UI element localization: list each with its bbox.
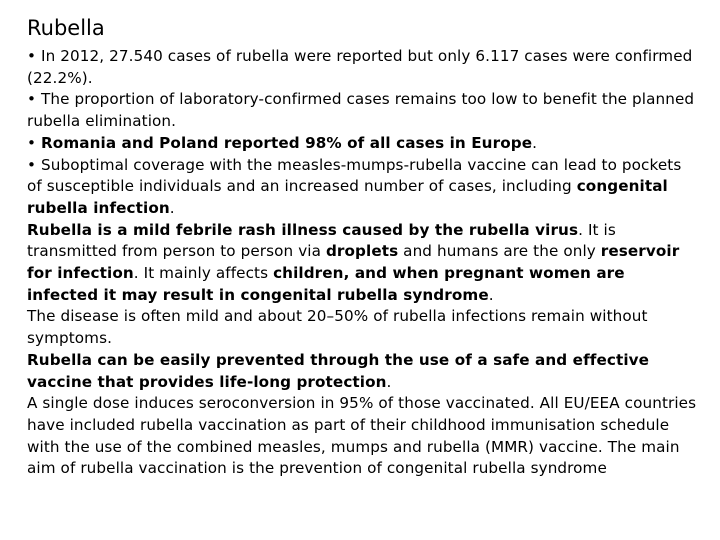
paragraph-prevention [27, 350, 697, 393]
transmission-text: . It is transmitted from person to person via [27, 220, 616, 261]
paragraph-rubella-definition [27, 220, 697, 307]
paragraph-romania-poland [27, 133, 697, 155]
period-text: . [169, 198, 175, 217]
bullet-text: • [27, 133, 41, 152]
coverage-text: • Suboptimal coverage with the measles-mumps-rubella vaccine can lead to pockets of susceptible individuals and an increased number of cases, including [27, 155, 682, 196]
paragraph-vaccination: A single dose induces seroconversion in 95% of those vaccinated. All EU/EEA countries have included rubella vaccination as part of their childhood immunisation schedule with the use of the combined measles, mumps and rubella (MMR) vaccine. The main aim of rubella vaccination is the prevention of congenital rubella syndrome [27, 394, 697, 478]
bold-droplets: droplets [325, 242, 399, 261]
paragraph-lab-confirmed: • The proportion of laboratory-confirmed cases remains too low to benefit the planned rubella elimination. [27, 90, 695, 131]
affects-text: . It mainly affects [133, 264, 274, 283]
bold-reservoir: reservoir for infection [27, 242, 680, 283]
paragraph-mild-disease: The disease is often mild and about 20–50% of rubella infections remain without symptoms. [27, 307, 648, 348]
paragraph-reported-cases: • In 2012, 27.540 cases of rubella were reported but only 6.117 cases were confirmed (22.2%). [27, 47, 693, 87]
bold-children-pregnant: children, and when pregnant women are infected it may result in congenital rubella syndrome [27, 264, 625, 304]
paragraph-suboptimal-coverage [27, 155, 697, 220]
slide-body [27, 46, 697, 480]
period-text: . [488, 285, 494, 304]
humans-text: and humans are the only [398, 242, 601, 261]
bold-prevention: Rubella can be easily prevented through the use of a safe and effective vaccine that provides life-long protection [27, 350, 650, 391]
slide [27, 14, 697, 480]
period-text: . [386, 372, 392, 391]
period-text: . [532, 133, 538, 152]
bold-congenital-infection: congenital rubella infection [27, 177, 668, 217]
slide-title: Rubella [27, 16, 105, 40]
bold-rubella-definition: Rubella is a mild febrile rash illness caused by the rubella virus [27, 220, 579, 239]
bold-romania-poland: Romania and Poland reported 98% of all cases in Europe [41, 133, 533, 152]
